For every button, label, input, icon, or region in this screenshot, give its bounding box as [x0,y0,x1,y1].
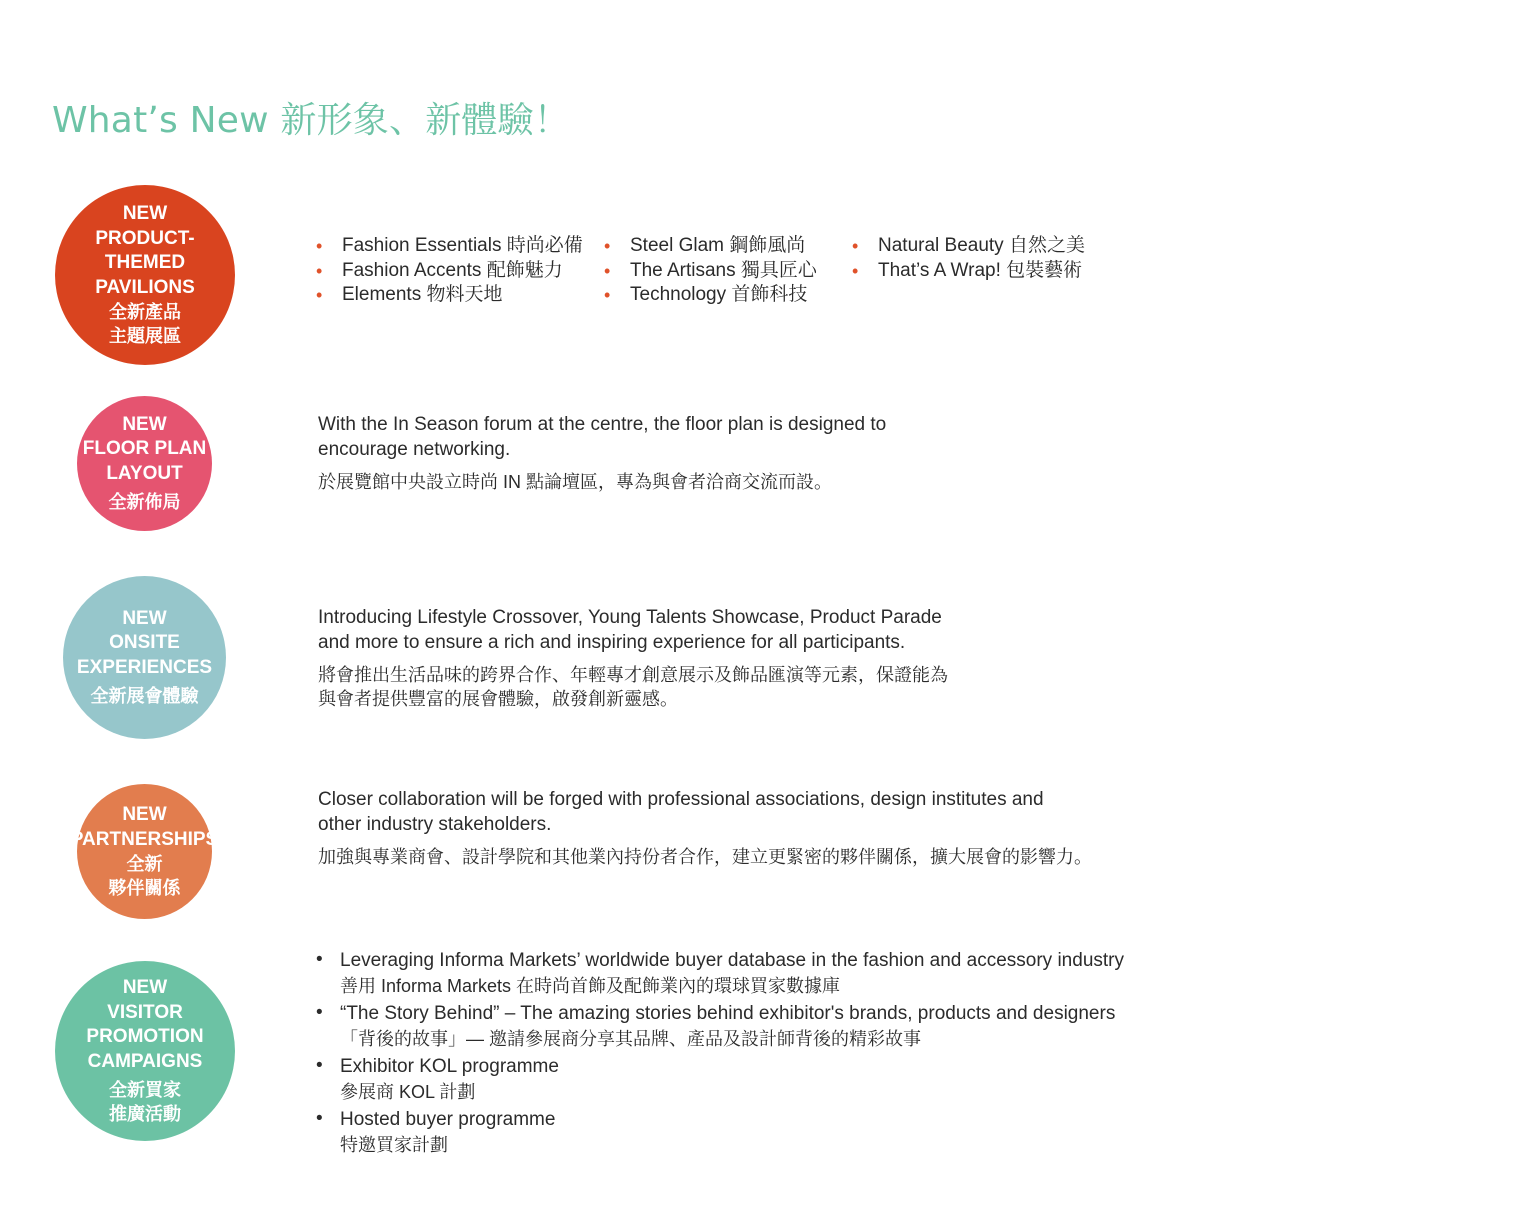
partnerships-badge-zh-1: 全新 [126,854,163,874]
onsite-badge-en-3: EXPERIENCES [76,656,213,678]
floor-plan-badge-en-3: LAYOUT [106,462,183,484]
list-item [316,949,1124,998]
visitor-badge-en-3: PROMOTION [86,1026,204,1047]
pavilions-badge-en-4: PAVILIONS [95,276,195,298]
floor-plan-badge-en-2: FLOOR PLAN [82,438,207,460]
pavilions-column-2 [604,234,852,308]
pavilions-badge-en-3: THEMED [104,252,186,273]
onsite-en-2: and more to ensure a rich and inspiring experience for all participants. [318,632,906,653]
pavilions-badge [55,185,235,365]
floor-plan-en-2: encourage networking. [318,439,511,460]
visitor-badge-en-4: CAMPAIGNS [87,1050,203,1072]
onsite-badge [63,576,226,739]
pavilions-badge-zh-1: 全新產品 [109,302,181,322]
pavilion-item: • Fashion Accents 配飾魅力 [316,259,604,284]
pavilions-badge-en-2: PRODUCT- [95,227,195,249]
pavilion-item: • Fashion Essentials 時尚必備 [316,234,604,259]
floor-plan-badge [77,396,212,531]
bullet-icon: • [316,1055,323,1076]
visitor-badge-en-2: VISITOR [107,1001,183,1023]
visitor-item-zh: 善用 Informa Markets 在時尚首飾及配飾業內的環球買家數據庫 [340,975,841,996]
pavilion-item: • The Artisans 獨具匠心 [604,259,852,284]
partnerships-zh-1: 加強與專業商會、設計學院和其他業內持份者合作，建立更緊密的夥伴關係，擴大展會的影響力。 [318,847,1092,867]
bullet-icon: • [316,285,323,305]
floor-plan-zh-1: 於展覽館中央設立時尚 IN 點論壇區，專為與會者洽商交流而設。 [318,472,832,492]
onsite-badge-en-1: NEW [122,607,167,629]
pavilion-item: • Natural Beauty 自然之美 [852,234,1085,259]
bullet-icon: • [852,236,859,256]
visitor-item-zh: 參展商 KOL 計劃 [340,1081,476,1102]
partnerships-en-1: Closer collaboration will be forged with professional associations, design institutes and [318,789,1044,810]
partnerships-description [318,787,1092,869]
pavilions-list [316,234,1085,308]
list-item [316,1055,1124,1104]
floor-plan-en-1: With the In Season forum at the centre, the floor plan is designed to [318,414,887,435]
partnerships-badge-en-2: PARTNERSHIPS [70,828,219,850]
bullet-icon: • [316,1108,323,1129]
onsite-badge-en-2: ONSITE [109,632,180,654]
page-title: What’s New 新形象、新體驗！ [52,100,570,142]
floor-plan-description [318,412,886,494]
list-item [316,1108,1124,1157]
partnerships-en-2: other industry stakeholders. [318,814,552,835]
onsite-description [318,605,948,711]
bullet-icon: • [852,260,859,281]
onsite-zh-2: 與會者提供豐富的展會體驗，啟發創新靈感。 [318,689,678,709]
pavilions-badge-zh-2: 主題展區 [109,326,181,346]
pavilion-item: • Technology 首飾科技 [604,283,852,308]
bullet-icon: • [316,1002,323,1023]
visitor-item-zh: 特邀買家計劃 [340,1134,448,1155]
pavilion-item: • Steel Glam 鋼飾風尚 [604,234,852,259]
floor-plan-badge-en-1: NEW [122,413,167,435]
visitor-item-en: Exhibitor KOL programme [340,1056,559,1077]
onsite-zh-1: 將會推出生活品味的跨界合作、年輕專才創意展示及飾品匯演等元素，保證能為 [318,665,948,685]
visitor-item-zh: 「背後的故事」— 邀請參展商分享其品牌、產品及設計師背後的精彩故事 [340,1028,921,1049]
bullet-icon: • [316,260,323,281]
bullet-icon: • [316,236,323,256]
pavilion-item: • That’s A Wrap! 包裝藝術 [852,259,1085,284]
pavilions-column-1 [316,234,604,308]
visitor-item-en: “The Story Behind” – The amazing stories behind exhibitor's brands, products and designers [340,1003,1116,1024]
onsite-en-1: Introducing Lifestyle Crossover, Young Talents Showcase, Product Parade [318,607,942,628]
onsite-badge-zh-1: 全新展會體驗 [90,686,199,707]
bullet-icon: • [604,260,611,281]
list-item [316,1002,1124,1051]
partnerships-badge-zh-2: 夥伴關係 [108,878,181,898]
visitor-badge [55,961,235,1141]
pavilion-item: • Elements 物料天地 [316,283,604,308]
pavilions-badge-en-1: NEW [122,203,168,224]
partnerships-badge [70,784,219,919]
bullet-icon: • [604,285,611,305]
bullet-icon: • [604,236,611,256]
visitor-badge-zh-1: 全新買家 [109,1080,181,1100]
visitor-item-en: Hosted buyer programme [340,1109,556,1130]
visitor-promotion-list [316,949,1124,1161]
visitor-item-en: Leveraging Informa Markets’ worldwide buyer database in the fashion and accessory industry [340,950,1124,971]
floor-plan-badge-zh-1: 全新佈局 [108,492,181,513]
visitor-badge-en-1: NEW [122,977,168,998]
bullet-icon: • [316,949,323,970]
visitor-badge-zh-2: 推廣活動 [109,1104,181,1124]
pavilions-column-3 [852,234,1085,308]
partnerships-badge-en-1: NEW [122,804,167,825]
